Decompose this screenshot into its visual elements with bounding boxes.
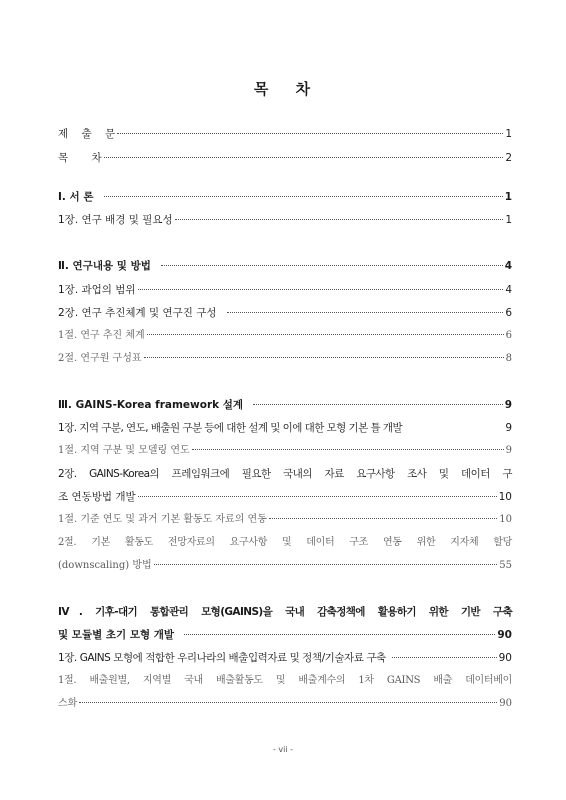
toc-section-4-1[interactable] bbox=[58, 651, 512, 665]
toc-page-number: 10 bbox=[499, 514, 512, 525]
toc-chapter-3[interactable] bbox=[58, 398, 512, 412]
dot-leader bbox=[104, 196, 503, 197]
toc-subsection-3-2-2[interactable] bbox=[58, 559, 512, 573]
toc-subsection-3-2-2-line1[interactable]: 2절. 기본 활동도 전망자료의 요구사항 및 데이터 구조 연동 위한 지자체 할당 bbox=[58, 537, 512, 548]
toc-page-number: 10 bbox=[498, 491, 512, 503]
toc-chapter-1[interactable] bbox=[58, 190, 512, 204]
toc-entry-label: 1장. 연구 배경 및 필요성 bbox=[58, 214, 173, 226]
toc-entry-label: 1장. 과업의 범위 bbox=[58, 284, 136, 296]
toc-page-number: 9 bbox=[505, 422, 512, 434]
dot-leader bbox=[138, 289, 504, 290]
toc-page-number: 4 bbox=[505, 284, 512, 296]
toc-entry-label: 스화 bbox=[58, 698, 78, 709]
toc-section-2-2[interactable] bbox=[58, 306, 512, 320]
toc-chapter-4[interactable] bbox=[58, 628, 512, 642]
toc-entry-label: 1절. 지역 구분 및 모델링 연도 bbox=[58, 445, 190, 456]
toc-subsection-4-1-1[interactable] bbox=[58, 697, 512, 711]
dot-leader bbox=[154, 564, 498, 565]
toc-page-number: 8 bbox=[505, 353, 512, 364]
dot-leader bbox=[79, 702, 497, 703]
dot-leader bbox=[392, 657, 497, 658]
toc-entry-label: Ⅲ. GAINS-Korea framework 설계 bbox=[58, 399, 244, 411]
toc-entry-label: 및 모듈별 초기 모형 개발 bbox=[58, 629, 175, 641]
toc-entry-label: 조 연동방법 개발 bbox=[58, 491, 136, 503]
toc-subsection-3-1-1[interactable] bbox=[58, 444, 512, 458]
toc-page-number: 1 bbox=[505, 128, 512, 140]
dot-leader bbox=[227, 312, 504, 313]
toc-page-number: 9 bbox=[505, 445, 512, 456]
toc-entry-label: 제 출 문 bbox=[58, 128, 116, 140]
toc-subsection-2-2-1[interactable] bbox=[58, 329, 512, 343]
toc-entry-label: 1장. 지역 구분, 연도, 배출원 구분 등에 대한 설계 및 이에 대한 모형 기본 틀 개발 bbox=[58, 422, 403, 434]
dot-leader bbox=[175, 219, 504, 220]
dot-leader bbox=[269, 518, 497, 519]
page-title: 목 차 bbox=[253, 80, 313, 98]
toc-chapter-4-line1[interactable]: Ⅳ. 기후-대기 통합관리 모형(GAINS)을 국내 감축정책에 활용하기 위한 기반 구축 bbox=[58, 606, 512, 618]
dot-leader bbox=[161, 265, 503, 266]
toc-page-number: 2 bbox=[505, 152, 512, 164]
dot-leader bbox=[147, 334, 504, 335]
toc-section-1-1[interactable] bbox=[58, 213, 512, 227]
toc-entry-label: 1절. 기준 연도 및 과거 기본 활동도 자료의 연동 bbox=[58, 514, 267, 525]
toc-section-3-2-line1[interactable]: 2장. GAINS-Korea의 프레임워크에 필요한 국내의 자료 요구사항 조사 및 데이터 구 bbox=[58, 468, 512, 480]
dot-leader bbox=[184, 634, 495, 635]
toc-entry-label: 목 차 bbox=[58, 152, 102, 164]
toc-page-number: 1 bbox=[504, 191, 512, 203]
toc-page-number: 6 bbox=[505, 307, 512, 319]
toc-entry-submission[interactable] bbox=[58, 127, 512, 141]
dot-leader bbox=[117, 133, 503, 134]
toc-entry-label: 1장. GAINS 모형에 적합한 우리나라의 배출입력자료 및 정책/기술자료 구축 bbox=[58, 652, 386, 664]
toc-subsection-4-1-1-line1[interactable]: 1절. 배출원별, 지역별 국내 배출활동도 및 배출계수의 1차 GAINS 배출 데이터베이 bbox=[58, 675, 512, 686]
dot-leader bbox=[144, 357, 504, 358]
dot-leader bbox=[138, 496, 497, 497]
toc-section-3-2[interactable] bbox=[58, 490, 512, 504]
toc-page-number: 4 bbox=[504, 260, 512, 272]
toc-page-number: 9 bbox=[504, 399, 512, 411]
toc-entry-label: 2장. 연구 추진체계 및 연구진 구성 bbox=[58, 307, 217, 319]
toc-page-number: 1 bbox=[505, 214, 512, 226]
toc-entry-label: 1절. 연구 추진 체계 bbox=[58, 330, 145, 341]
toc-page-number: 90 bbox=[498, 652, 512, 664]
toc-page-number: 55 bbox=[499, 560, 512, 571]
dot-leader bbox=[253, 404, 503, 405]
toc-entry-label: Ⅱ. 연구내용 및 방법 bbox=[58, 260, 151, 272]
toc-entry-contents[interactable] bbox=[58, 151, 512, 165]
toc-section-2-1[interactable] bbox=[58, 283, 512, 297]
toc-page-number: 90 bbox=[499, 698, 512, 709]
toc-section-3-1[interactable] bbox=[58, 421, 512, 435]
toc-entry-label: Ⅰ. 서 론 bbox=[58, 191, 94, 203]
toc-subsection-2-2-2[interactable] bbox=[58, 352, 512, 366]
dot-leader bbox=[104, 157, 504, 158]
toc-page-number: 90 bbox=[497, 629, 512, 641]
page-footer: - vii - bbox=[272, 745, 294, 754]
toc-entry-label: (downscaling) 방법 bbox=[58, 560, 152, 571]
toc-entry-label: 2절. 연구원 구성표 bbox=[58, 353, 142, 364]
toc-page-number: 6 bbox=[505, 330, 512, 341]
dot-leader bbox=[192, 449, 504, 450]
toc-chapter-2[interactable] bbox=[58, 259, 512, 273]
toc-subsection-3-2-1[interactable] bbox=[58, 513, 512, 527]
